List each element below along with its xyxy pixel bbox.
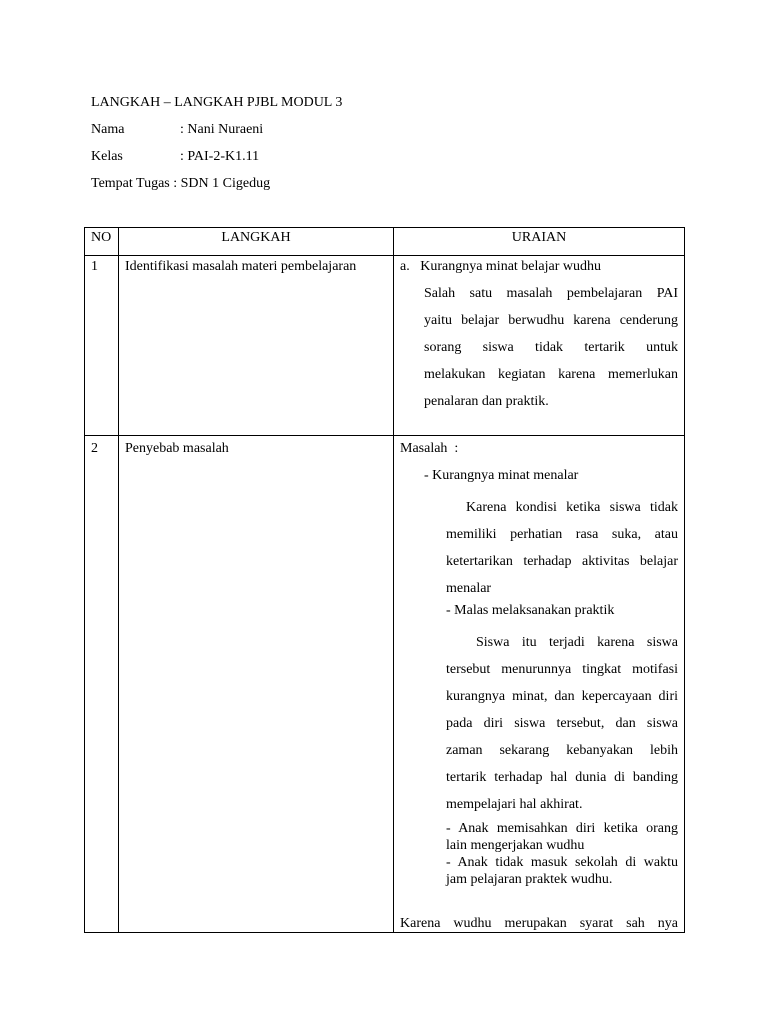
kelas-value: : PAI-2-K1.11 — [180, 149, 260, 164]
table-header-row — [85, 228, 685, 256]
row2-closing-text: Karena wudhu merupakan syarat sah nya — [400, 916, 678, 931]
nama-value: : Nani Nuraeni — [180, 122, 264, 137]
row1-line: yaitu belajar berwudhu karena cenderung — [424, 313, 678, 328]
table-row — [85, 256, 685, 436]
row2-sub2-title: - Malas melaksanakan praktik — [446, 603, 615, 618]
row2-bullet-4: - Anak tidak masuk sekolah di waktu jam pelajaran praktek wudhu. — [446, 855, 678, 887]
header-no: NO — [85, 228, 119, 256]
row2-langkah: Penyebab masalah — [119, 436, 394, 933]
kelas-line — [91, 148, 342, 175]
row1-line: sorang siswa tidak tertarik untuk — [424, 340, 678, 355]
row2-no: 2 — [85, 436, 119, 933]
header-langkah: LANGKAH — [119, 228, 394, 256]
row1-line: Salah satu masalah pembelajaran PAI — [424, 286, 678, 301]
row2-uraian — [394, 436, 685, 933]
row1-point: a. Kurangnya minat belajar wudhu — [400, 259, 601, 274]
row1-uraian — [394, 256, 685, 436]
row2-sub2-text: Siswa itu terjadi karena siswa tersebut menurunnya tingkat motifasi kurangnya minat, dan kepercayaan diri pada diri siswa tersebut, dan siswa zaman sekarang kebanyakan lebih tertarik terhadap hal dunia di banding mempelajari hal akhirat. — [446, 635, 678, 812]
kelas-label: Kelas — [91, 149, 123, 164]
nama-label: Nama — [91, 122, 125, 137]
tempat-tugas-line: Tempat Tugas : SDN 1 Cigedug — [91, 176, 271, 191]
document-header — [91, 94, 342, 202]
row2-masalah-label: Masalah : — [400, 441, 459, 456]
row2-sub1-title: - Kurangnya minat menalar — [424, 468, 579, 483]
row1-line: penalaran dan praktik. — [424, 394, 549, 409]
header-uraian: URAIAN — [394, 228, 685, 256]
nama-line — [91, 121, 342, 148]
row1-no: 1 — [85, 256, 119, 436]
pjbl-steps-table — [84, 227, 685, 933]
row2-bullet-3: - Anak memisahkan diri ketika orang lain mengerjakan wudhu — [446, 821, 678, 853]
table-row — [85, 436, 685, 933]
document-title: LANGKAH – LANGKAH PJBL MODUL 3 — [91, 95, 343, 110]
row2-sub1-text: Karena kondisi ketika siswa tidak memiliki perhatian rasa suka, atau ketertarikan terhadap aktivitas belajar menalar — [446, 500, 678, 596]
row1-line: melakukan kegiatan karena memerlukan — [424, 367, 678, 382]
row1-langkah: Identifikasi masalah materi pembelajaran — [119, 256, 394, 436]
